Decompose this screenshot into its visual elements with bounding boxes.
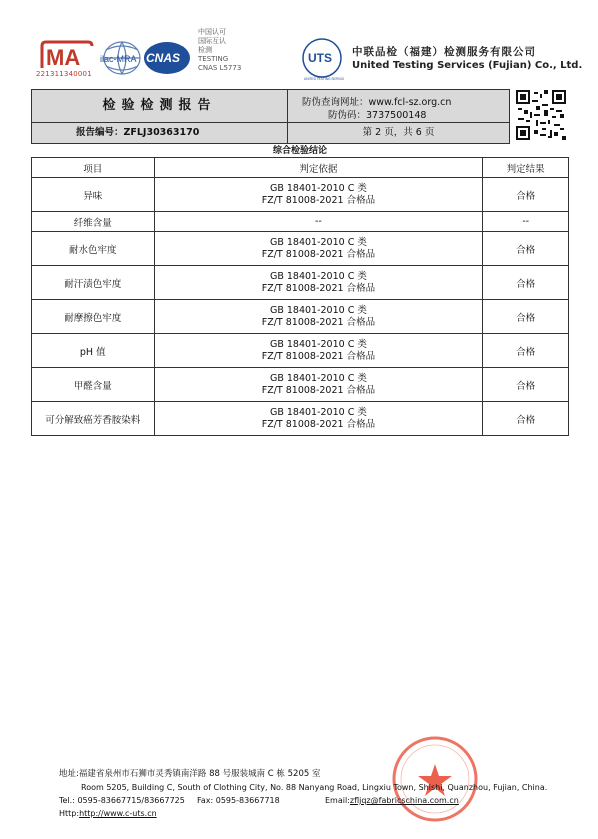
row-item: 纤维含量 — [32, 212, 155, 232]
row-basis — [154, 368, 483, 402]
page-info: 第 2 页，共 6 页 — [362, 127, 435, 138]
table-row — [32, 300, 569, 334]
basis-line: GB 18401-2010 C 类 — [269, 338, 367, 350]
footer-tel: Tel.: 0595-83667715/83667725 — [59, 796, 185, 805]
row-item: 可分解致癌芳香胺染料 — [32, 402, 155, 436]
basis-line: GB 18401-2010 C 类 — [269, 372, 367, 384]
basis-line: GB 18401-2010 C 类 — [269, 406, 367, 418]
footer-email-block — [325, 794, 521, 807]
row-basis: -- — [154, 212, 483, 232]
title-block-left — [32, 90, 288, 143]
row-basis — [154, 266, 483, 300]
basis-line: FZ/T 81008-2021 合格品 — [261, 316, 376, 328]
cnas-logo — [142, 40, 192, 76]
header-item: 项目 — [32, 158, 155, 178]
footer-address-cn: 地址:福建省泉州市石狮市灵秀镇南洋路 88 号服装城南 C 栋 5205 室 — [59, 769, 321, 779]
row-result: 合格 — [483, 178, 569, 212]
table-row — [32, 178, 569, 212]
row-result: 合格 — [483, 300, 569, 334]
report-number: 报告编号：ZFLJ30363170 — [76, 127, 200, 138]
table-row — [32, 266, 569, 300]
row-item: 耐水色牢度 — [32, 232, 155, 266]
footer-email-label: Email: — [325, 796, 350, 805]
basis-line: GB 18401-2010 C 类 — [269, 236, 367, 248]
report-title-block — [31, 89, 510, 144]
row-basis — [154, 178, 483, 212]
row-basis — [154, 402, 483, 436]
ilac-logo-text: ilac-MRA — [100, 54, 137, 64]
row-result: 合格 — [483, 232, 569, 266]
qr-code — [516, 90, 566, 140]
table-row — [32, 334, 569, 368]
uts-logo — [300, 36, 344, 82]
verification-code: 防伪码：3737500148 — [328, 110, 427, 121]
row-item: 耐摩擦色牢度 — [32, 300, 155, 334]
row-item: pH 值 — [32, 334, 155, 368]
footer-web-label: Http: — [59, 809, 80, 818]
basis-line: FZ/T 81008-2021 合格品 — [261, 194, 376, 206]
basis-line: FZ/T 81008-2021 合格品 — [261, 248, 376, 260]
footer-fax: Fax: 0595-83667718 — [197, 796, 280, 805]
row-result: 合格 — [483, 402, 569, 436]
basis-line: GB 18401-2010 C 类 — [269, 182, 367, 194]
uts-logo-text: UTS — [308, 51, 332, 65]
company-name-cn: 中联品检（福建）检测服务有限公司 — [352, 46, 536, 58]
basis-line: GB 18401-2010 C 类 — [269, 270, 367, 282]
footer-web-block — [59, 807, 157, 820]
footer-web-link[interactable]: http://www.c-uts.cn — [79, 809, 157, 818]
table-row — [32, 232, 569, 266]
conclusion-table — [31, 157, 569, 436]
header-result: 判定结果 — [483, 158, 569, 178]
report-title: 检验检测报告 — [32, 90, 287, 123]
footer-email-link[interactable]: zfljqz@fabricschina.com.cn — [349, 796, 459, 805]
company-name-en: United Testing Services (Fujian) Co., Ltd. — [352, 60, 583, 71]
basis-line: FZ/T 81008-2021 合格品 — [261, 350, 376, 362]
footer — [59, 768, 559, 820]
row-result: 合格 — [483, 334, 569, 368]
cma-logo-text: MA — [46, 45, 81, 70]
section-title: 综合检验结论 — [272, 146, 327, 156]
cnas-accreditation-text — [198, 28, 241, 73]
cnas-line: TESTING — [198, 55, 229, 63]
row-basis — [154, 232, 483, 266]
title-block-right — [288, 90, 509, 143]
footer-contact-row — [59, 794, 559, 820]
basis-line: FZ/T 81008-2021 合格品 — [261, 384, 376, 396]
row-result: -- — [483, 212, 569, 232]
cnas-line: 中国认可 — [198, 28, 226, 36]
cnas-line: 国际互认 — [198, 37, 226, 45]
table-header-row — [32, 158, 569, 178]
row-result: 合格 — [483, 368, 569, 402]
table-row — [32, 212, 569, 232]
row-item: 耐汗渍色牢度 — [32, 266, 155, 300]
verification-cell — [288, 90, 509, 123]
footer-address-en: Room 5205, Building C, South of Clothing City, No. 88 Nanyang Road, Lingxiu Town, Shishi, Quanzhou, Fujian, China. — [81, 783, 548, 792]
table-row — [32, 368, 569, 402]
basis-line: GB 18401-2010 C 类 — [269, 304, 367, 316]
ilac-mra-logo — [98, 38, 144, 78]
uts-logo-subtext: UNITED TESTING SERVICES — [304, 77, 344, 81]
cnas-logo-text: CNAS — [146, 51, 181, 65]
cnas-line: CNAS L5773 — [198, 64, 242, 72]
basis-line: FZ/T 81008-2021 合格品 — [261, 418, 376, 430]
row-item: 异味 — [32, 178, 155, 212]
row-basis — [154, 334, 483, 368]
row-item: 甲醛含量 — [32, 368, 155, 402]
cma-number: 221311340001 — [36, 70, 92, 78]
table-row — [32, 402, 569, 436]
cnas-line: 检测 — [198, 46, 212, 54]
header-basis: 判定依据 — [154, 158, 483, 178]
basis-line: FZ/T 81008-2021 合格品 — [261, 282, 376, 294]
row-basis — [154, 300, 483, 334]
row-result: 合格 — [483, 266, 569, 300]
verification-url: 防伪查询网址：www.fcl-sz.org.cn — [302, 97, 452, 108]
